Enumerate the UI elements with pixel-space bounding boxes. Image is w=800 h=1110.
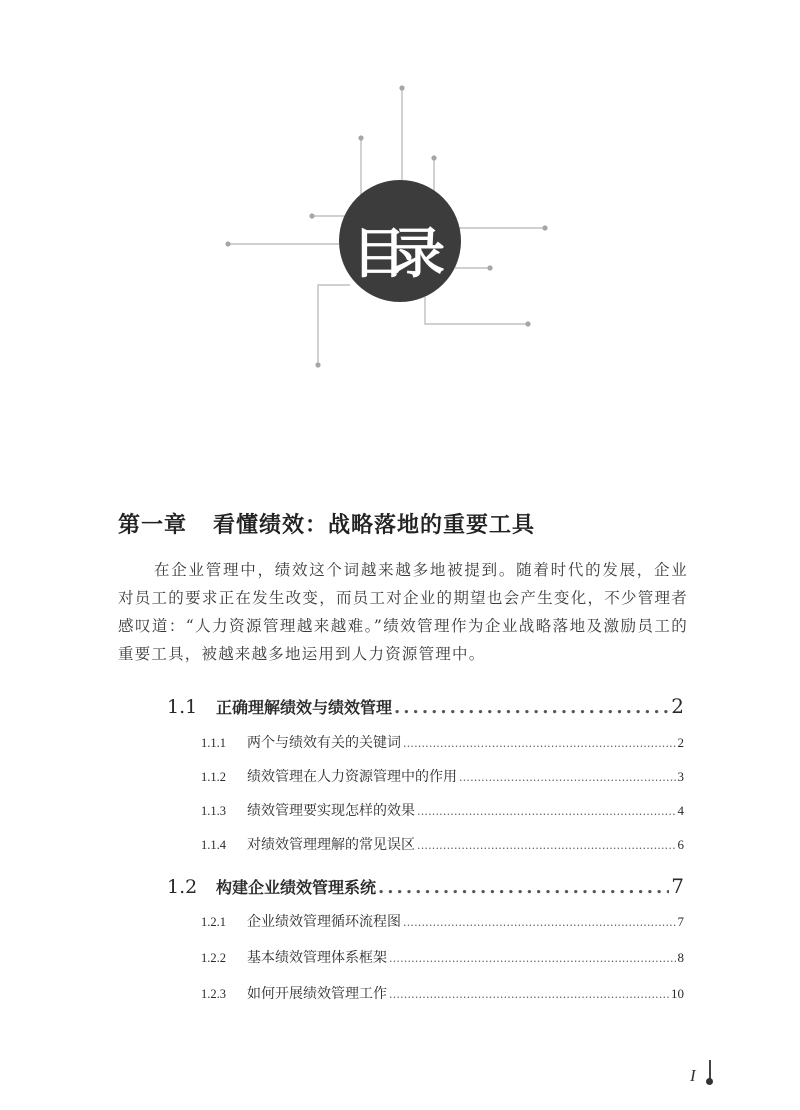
toc-number: 1.2 bbox=[167, 876, 198, 898]
toc-title: 企业绩效管理循环流程图 bbox=[247, 914, 401, 930]
toc-leader bbox=[403, 737, 676, 750]
toc-leader bbox=[394, 697, 669, 718]
toc-subsection-1-2-3[interactable] bbox=[201, 983, 684, 1003]
chapter-number: 第一章 bbox=[118, 512, 188, 538]
toc-page: 7 bbox=[671, 874, 684, 898]
toc-leader bbox=[459, 771, 676, 784]
toc-subsection-1-1-4[interactable] bbox=[201, 834, 684, 854]
chapter-title bbox=[118, 508, 535, 539]
toc-leader bbox=[389, 952, 676, 965]
toc-leader bbox=[378, 877, 669, 898]
chapter-name: 看懂绩效：战略落地的重要工具 bbox=[213, 512, 536, 538]
toc-page: 6 bbox=[677, 837, 684, 852]
toc-title: 两个与绩效有关的关键词 bbox=[247, 735, 401, 751]
contents-badge-char-2: 录 bbox=[391, 222, 445, 285]
toc-leader bbox=[417, 805, 676, 818]
toc-subsection-1-1-3[interactable] bbox=[201, 800, 684, 820]
toc-title: 绩效管理要实现怎样的效果 bbox=[247, 803, 415, 819]
toc-number: 1.1 bbox=[167, 696, 198, 718]
toc-title: 对绩效管理理解的常见误区 bbox=[247, 837, 415, 853]
toc-page: 2 bbox=[671, 694, 684, 718]
circuit-decoration bbox=[0, 0, 800, 460]
toc-leader bbox=[403, 916, 676, 929]
page-marker-dot bbox=[706, 1078, 713, 1085]
toc-number: 1.2.2 bbox=[201, 951, 226, 965]
toc-number: 1.2.1 bbox=[201, 915, 226, 929]
toc-number: 1.1.1 bbox=[201, 736, 226, 750]
toc-leader bbox=[389, 988, 669, 1001]
toc-section-1-2[interactable] bbox=[167, 874, 684, 898]
page-number: I bbox=[690, 1066, 696, 1085]
toc-subsection-1-2-1[interactable] bbox=[201, 911, 684, 931]
toc-section-1-1[interactable] bbox=[167, 694, 684, 718]
toc-page: 8 bbox=[677, 950, 684, 965]
toc-page: 3 bbox=[677, 769, 684, 784]
contents-badge-char-1: 目 bbox=[352, 222, 406, 285]
toc-leader bbox=[417, 839, 676, 852]
toc-subsection-1-2-2[interactable] bbox=[201, 947, 684, 967]
toc-subsection-1-1-2[interactable] bbox=[201, 766, 684, 786]
toc-page: 7 bbox=[677, 914, 684, 929]
toc-title: 构建企业绩效管理系统 bbox=[216, 878, 377, 897]
toc-number: 1.1.4 bbox=[201, 838, 226, 852]
toc-number: 1.2.3 bbox=[201, 987, 226, 1001]
chapter-intro: 在企业管理中，绩效这个词越来越多地被提到。随着时代的发展，企业对员工的要求正在发生改变，而员工对企业的期望也会产生变化，不少管理者感叹道：“人力资源管理越来越难。”绩效管理作为企业战略落地及激励员工的重要工具，被越来越多地运用到人力资源管理中。 bbox=[118, 561, 688, 663]
toc-number: 1.1.3 bbox=[201, 804, 226, 818]
toc-number: 1.1.2 bbox=[201, 770, 226, 784]
toc-title: 正确理解绩效与绩效管理 bbox=[216, 698, 393, 717]
toc-page: 4 bbox=[677, 803, 684, 818]
toc-title: 绩效管理在人力资源管理中的作用 bbox=[247, 769, 457, 785]
toc-page: 2 bbox=[677, 735, 684, 750]
toc-title: 基本绩效管理体系框架 bbox=[247, 950, 387, 966]
toc-page: 10 bbox=[671, 986, 684, 1001]
toc-subsection-1-1-1[interactable] bbox=[201, 732, 684, 752]
toc-title: 如何开展绩效管理工作 bbox=[247, 986, 387, 1002]
